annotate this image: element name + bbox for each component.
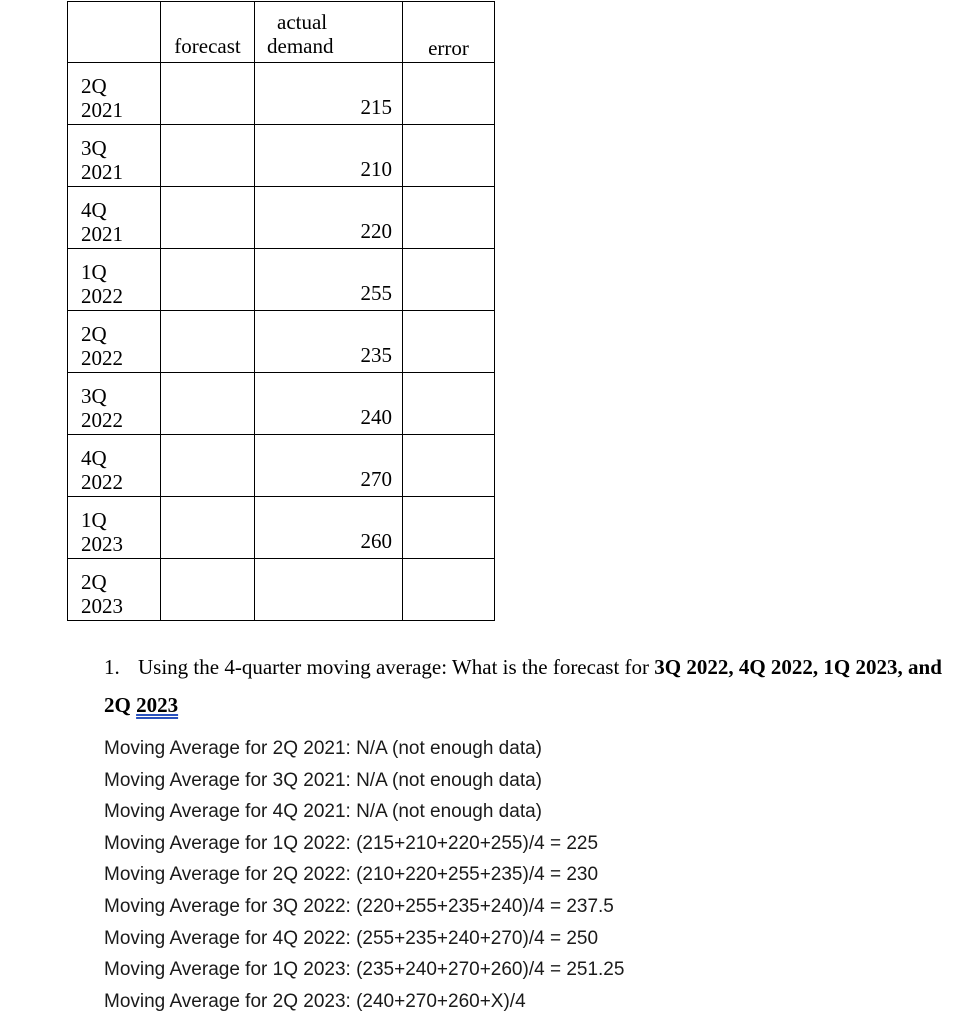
answer-line: Moving Average for 1Q 2022: (215+210+220+255)/4 = 225: [104, 832, 599, 854]
table-header-row: [68, 2, 495, 63]
quarter-cell: [68, 249, 161, 311]
answer-line: Moving Average for 2Q 2023: (240+270+260+X)/4: [104, 990, 526, 1012]
table-row: [68, 63, 495, 125]
quarter-cell: [68, 63, 161, 125]
quarter-year: 2023: [81, 594, 123, 618]
quarter-year: 2022: [81, 284, 123, 308]
error-cell: [403, 435, 495, 497]
error-cell: [403, 63, 495, 125]
forecast-cell: [161, 435, 255, 497]
actual-demand-cell: 255: [255, 249, 403, 311]
quarter-cell: [68, 187, 161, 249]
table-row: [68, 125, 495, 187]
quarter-year: 2022: [81, 408, 123, 432]
quarter-label: 2Q: [81, 74, 107, 98]
table-row: [68, 435, 495, 497]
quarter-cell: [68, 435, 161, 497]
actual-demand-cell: 210: [255, 125, 403, 187]
quarter-year: 2023: [81, 532, 123, 556]
forecast-cell: [161, 311, 255, 373]
header-actual-line2: demand: [267, 34, 334, 58]
demand-table: [67, 1, 495, 621]
question-text: Using the 4-quarter moving average: What is the forecast for: [138, 655, 655, 679]
question-1: [104, 648, 954, 724]
quarter-label: 1Q: [81, 260, 107, 284]
quarter-year: 2021: [81, 160, 123, 184]
forecast-cell: [161, 373, 255, 435]
forecast-cell: [161, 63, 255, 125]
answer-line: Moving Average for 4Q 2021: N/A (not enough data): [104, 801, 542, 823]
quarter-label: 3Q: [81, 384, 107, 408]
actual-demand-cell: [255, 559, 403, 621]
header-forecast: forecast: [161, 2, 255, 63]
answer-line: Moving Average for 3Q 2021: N/A (not enough data): [104, 769, 542, 791]
forecast-cell: [161, 187, 255, 249]
quarter-label: 2Q: [81, 322, 107, 346]
question-bold-underlined: 2023: [136, 693, 179, 717]
header-quarter-cell: [68, 2, 161, 63]
quarter-cell: [68, 311, 161, 373]
actual-demand-cell: 260: [255, 497, 403, 559]
quarter-cell: [68, 559, 161, 621]
actual-demand-cell: 220: [255, 187, 403, 249]
quarter-cell: [68, 373, 161, 435]
header-error: error: [403, 2, 495, 63]
table-row: [68, 497, 495, 559]
error-cell: [403, 559, 495, 621]
forecast-cell: [161, 249, 255, 311]
table-row: [68, 249, 495, 311]
table-row: [68, 311, 495, 373]
quarter-label: 4Q: [81, 446, 107, 470]
table-row: [68, 559, 495, 621]
quarter-year: 2022: [81, 346, 123, 370]
forecast-cell: [161, 559, 255, 621]
header-actual-line1: actual: [277, 10, 328, 34]
moving-average-answers: [104, 733, 624, 1017]
quarter-label: 1Q: [81, 508, 107, 532]
header-actual-demand: [255, 2, 403, 63]
quarter-cell: [68, 497, 161, 559]
error-cell: [403, 373, 495, 435]
error-cell: [403, 249, 495, 311]
answer-line: Moving Average for 2Q 2022: (210+220+255+235)/4 = 230: [104, 864, 599, 886]
actual-demand-cell: 235: [255, 311, 403, 373]
forecast-cell: [161, 497, 255, 559]
error-cell: [403, 187, 495, 249]
quarter-year: 2022: [81, 470, 123, 494]
answer-line: Moving Average for 4Q 2022: (255+235+240+270)/4 = 250: [104, 927, 599, 949]
quarter-year: 2021: [81, 98, 123, 122]
error-cell: [403, 497, 495, 559]
question-number: 1.: [104, 655, 120, 679]
quarter-label: 4Q: [81, 198, 107, 222]
answer-line: Moving Average for 1Q 2023: (235+240+270+260)/4 = 251.25: [104, 959, 625, 981]
actual-demand-cell: 240: [255, 373, 403, 435]
quarter-label: 2Q: [81, 570, 107, 594]
forecast-cell: [161, 125, 255, 187]
table-row: [68, 373, 495, 435]
quarter-year: 2021: [81, 222, 123, 246]
quarter-cell: [68, 125, 161, 187]
actual-demand-cell: 215: [255, 63, 403, 125]
actual-demand-cell: 270: [255, 435, 403, 497]
table-row: [68, 187, 495, 249]
answer-line: Moving Average for 3Q 2022: (220+255+235+240)/4 = 237.5: [104, 895, 614, 917]
question-bold-part: 3Q 2022, 4Q 2022, 1Q 2023, and 2Q: [104, 655, 942, 717]
error-cell: [403, 125, 495, 187]
answer-line: Moving Average for 2Q 2021: N/A (not enough data): [104, 738, 542, 759]
quarter-label: 3Q: [81, 136, 107, 160]
error-cell: [403, 311, 495, 373]
